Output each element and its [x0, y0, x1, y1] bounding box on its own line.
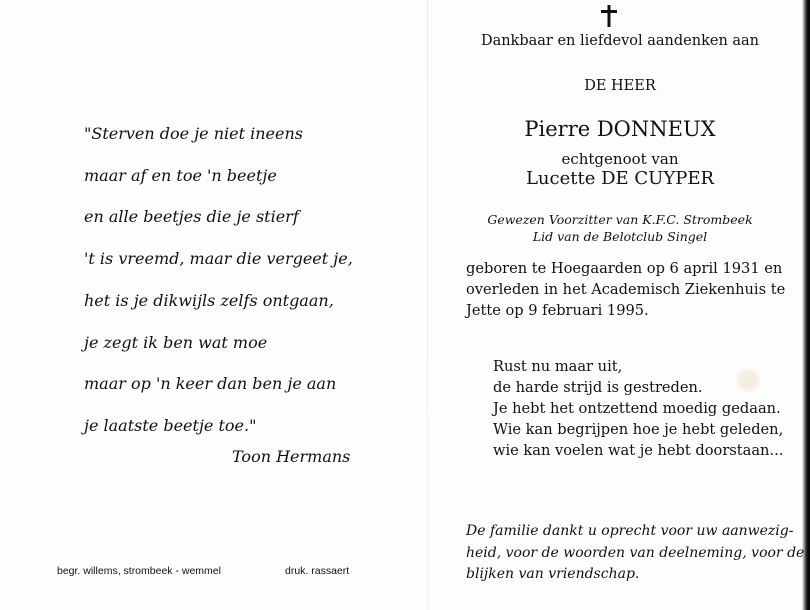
left-poem-line: 't is vreemd, maar die vergeet je, [84, 249, 353, 269]
spouse-name: Lucette DE CUYPER [525, 168, 715, 189]
thanks-line: blijken van vriendschap. [466, 566, 640, 582]
latin-cross-icon [598, 4, 620, 28]
card-fold [427, 0, 428, 610]
bio-line: geboren te Hoegaarden op 6 april 1931 en [466, 260, 783, 277]
bio-line: overleden in het Academisch Ziekenhuis te [466, 281, 786, 298]
card-edge-shadow [802, 0, 810, 610]
undertaker-credit: begr. willems, strombeek - wemmel [57, 565, 221, 577]
thanks-line: heid, voor de woorden van deelneming, voor de [466, 544, 805, 561]
left-poem-line: je zegt ik ben wat moe [84, 332, 268, 352]
dedication-line: Dankbaar en liefdevol aandenken aan [480, 33, 760, 49]
left-poem [84, 113, 353, 447]
printer-credit: druk. rassaert [285, 565, 350, 577]
left-poem-line: je laatste beetje toe." [84, 415, 257, 435]
left-poem-line: maar op 'n keer dan ben je aan [84, 374, 337, 394]
right-poem-line: wie kan voelen wat je hebt doorstaan... [493, 442, 784, 459]
bio-line: Jette op 9 februari 1995. [466, 302, 649, 319]
honorific: DE HEER [584, 78, 656, 94]
poem-author: Toon Hermans [232, 447, 351, 466]
left-poem-line: het is je dikwijls zelfs ontgaan, [84, 290, 334, 310]
right-poem-line: Wie kan begrijpen hoe je hebt geleden, [493, 421, 784, 438]
spouse-label: echtgenoot van [561, 150, 679, 168]
deceased-name: Pierre DONNEUX [524, 117, 716, 141]
left-poem-line: en alle beetjes die je stierf [84, 207, 299, 227]
family-thanks [466, 521, 804, 586]
right-poem-line: Rust nu maar uit, [493, 358, 623, 375]
role-line: Lid van de Belotclub Singel [532, 229, 708, 244]
biography [466, 258, 785, 321]
right-poem-line: de harde strijd is gestreden. [493, 379, 703, 396]
right-poem-line: Je hebt het ontzettend moedig gedaan. [493, 400, 781, 417]
thanks-line: De familie dankt u oprecht voor uw aanwezig- [466, 523, 794, 539]
left-poem-line: maar af en toe 'n beetje [84, 165, 277, 185]
left-poem-line: "Sterven doe je niet ineens [84, 124, 303, 143]
role-line: Gewezen Voorzitter van K.F.C. Strombeek [487, 212, 753, 227]
right-poem [493, 356, 783, 461]
